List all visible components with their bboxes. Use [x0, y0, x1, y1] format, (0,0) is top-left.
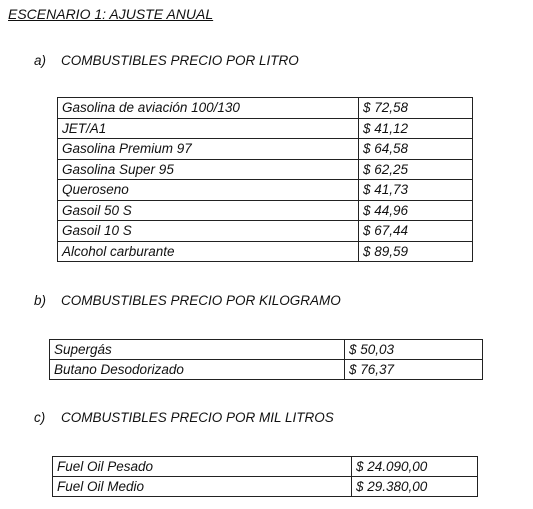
table-row [58, 221, 473, 242]
price-per-thousand-liters-table [52, 456, 478, 497]
section-a-title: COMBUSTIBLES PRECIO POR LITRO [61, 53, 299, 68]
table-row [58, 180, 473, 201]
fuel-name: Queroseno [58, 180, 359, 201]
table-row [58, 139, 473, 160]
fuel-name: Gasolina Super 95 [58, 159, 359, 180]
table-row [58, 98, 473, 119]
fuel-price: $ 24.090,00 [352, 457, 478, 477]
fuel-name: Supergás [50, 340, 345, 360]
table-row [53, 477, 478, 497]
section-c-letter: c) [34, 410, 46, 425]
table-row [50, 360, 483, 380]
fuel-name: Alcohol carburante [58, 241, 359, 262]
table-row [50, 340, 483, 360]
table-row [58, 241, 473, 262]
section-c-title: COMBUSTIBLES PRECIO POR MIL LITROS [61, 410, 334, 425]
section-a-heading [34, 53, 299, 68]
fuel-price: $ 67,44 [359, 221, 473, 242]
section-c-heading [34, 410, 334, 425]
section-b-title: COMBUSTIBLES PRECIO POR KILOGRAMO [61, 293, 341, 308]
table-row [53, 457, 478, 477]
fuel-price: $ 41,12 [359, 118, 473, 139]
fuel-price: $ 44,96 [359, 200, 473, 221]
fuel-price: $ 41,73 [359, 180, 473, 201]
fuel-name: Fuel Oil Pesado [53, 457, 352, 477]
fuel-price: $ 50,03 [345, 340, 483, 360]
section-b-letter: b) [34, 293, 47, 308]
fuel-price: $ 89,59 [359, 241, 473, 262]
fuel-name: JET/A1 [58, 118, 359, 139]
fuel-name: Gasoil 50 S [58, 200, 359, 221]
document-title: ESCENARIO 1: AJUSTE ANUAL [8, 6, 214, 22]
table-row [58, 200, 473, 221]
fuel-price: $ 72,58 [359, 98, 473, 119]
price-per-liter-table [57, 97, 473, 262]
fuel-name: Gasolina Premium 97 [58, 139, 359, 160]
section-b-heading [34, 293, 341, 308]
fuel-price: $ 64,58 [359, 139, 473, 160]
fuel-name: Gasoil 10 S [58, 221, 359, 242]
fuel-price: $ 62,25 [359, 159, 473, 180]
price-per-kilogram-table [49, 339, 483, 380]
fuel-price: $ 76,37 [345, 360, 483, 380]
fuel-name: Gasolina de aviación 100/130 [58, 98, 359, 119]
table-row [58, 118, 473, 139]
fuel-name: Butano Desodorizado [50, 360, 345, 380]
table-row [58, 159, 473, 180]
section-a-letter: a) [34, 53, 47, 68]
fuel-name: Fuel Oil Medio [53, 477, 352, 497]
fuel-price: $ 29.380,00 [352, 477, 478, 497]
